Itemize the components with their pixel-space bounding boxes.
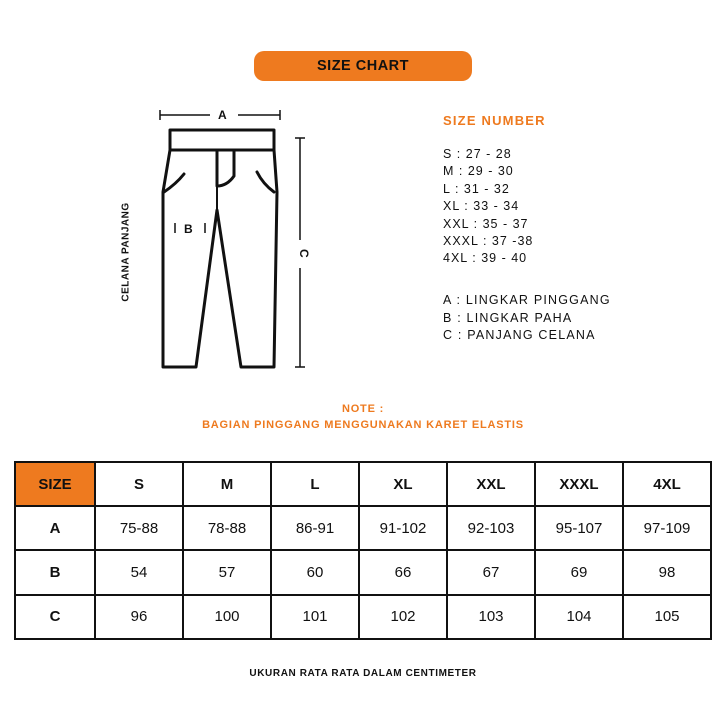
note-heading: NOTE : bbox=[341, 403, 385, 415]
size-chart-title: SIZE CHART bbox=[254, 51, 472, 81]
table-row-label: C bbox=[15, 595, 95, 639]
table-row-label: A bbox=[15, 506, 95, 550]
dimension-c-label: C bbox=[297, 249, 311, 258]
table-cell: 101 bbox=[271, 595, 359, 639]
size-number-item: L : 31 - 32 bbox=[443, 181, 510, 196]
table-column-header: XL bbox=[359, 462, 447, 506]
side-label-celana-panjang: CELANA PANJANG bbox=[120, 202, 132, 302]
table-cell: 67 bbox=[447, 550, 535, 594]
table-cell: 100 bbox=[183, 595, 271, 639]
table-row bbox=[15, 506, 711, 550]
table-cell: 102 bbox=[359, 595, 447, 639]
table-row-label: B bbox=[15, 550, 95, 594]
table-column-header: M bbox=[183, 462, 271, 506]
table-cell: 57 bbox=[183, 550, 271, 594]
table-cell: 78-88 bbox=[183, 506, 271, 550]
size-number-item: XL : 33 - 34 bbox=[443, 199, 520, 214]
measurement-legend bbox=[443, 292, 611, 345]
table-cell: 104 bbox=[535, 595, 623, 639]
table-corner-header: SIZE bbox=[15, 462, 95, 506]
pants-waistband bbox=[170, 130, 274, 150]
dimension-b-label: B bbox=[184, 222, 193, 236]
table-column-header: S bbox=[95, 462, 183, 506]
table-cell: 105 bbox=[623, 595, 711, 639]
size-number-item: XXXL : 37 -38 bbox=[443, 234, 534, 249]
size-number-title: SIZE NUMBER bbox=[443, 113, 546, 128]
footer-note: UKURAN RATA RATA DALAM CENTIMETER bbox=[249, 668, 477, 679]
table-column-header: 4XL bbox=[623, 462, 711, 506]
legend-item-c: C : PANJANG CELANA bbox=[443, 328, 596, 342]
table-cell: 96 bbox=[95, 595, 183, 639]
table-column-header: XXXL bbox=[535, 462, 623, 506]
table-cell: 97-109 bbox=[623, 506, 711, 550]
size-number-item: 4XL : 39 - 40 bbox=[443, 251, 528, 266]
size-table bbox=[14, 461, 712, 640]
table-row bbox=[15, 550, 711, 594]
table-cell: 103 bbox=[447, 595, 535, 639]
table-cell: 91-102 bbox=[359, 506, 447, 550]
table-cell: 95-107 bbox=[535, 506, 623, 550]
size-number-list bbox=[443, 146, 533, 268]
table-column-header: XXL bbox=[447, 462, 535, 506]
legend-item-b: B : LINGKAR PAHA bbox=[443, 310, 573, 325]
legend-item-a: A : LINGKAR PINGGANG bbox=[443, 293, 611, 307]
table-cell: 92-103 bbox=[447, 506, 535, 550]
pants-fly bbox=[217, 150, 234, 186]
pants-right-pocket bbox=[257, 172, 274, 192]
table-header-row bbox=[15, 462, 711, 506]
table-cell: 66 bbox=[359, 550, 447, 594]
size-number-item: M : 29 - 30 bbox=[443, 164, 514, 179]
table-cell: 69 bbox=[535, 550, 623, 594]
table-cell: 86-91 bbox=[271, 506, 359, 550]
table-cell: 54 bbox=[95, 550, 183, 594]
table-cell: 60 bbox=[271, 550, 359, 594]
table-cell: 75-88 bbox=[95, 506, 183, 550]
dimension-a-label: A bbox=[218, 108, 227, 122]
note-text: BAGIAN PINGGANG MENGGUNAKAN KARET ELASTIS bbox=[202, 419, 524, 431]
table-cell: 98 bbox=[623, 550, 711, 594]
pants-outline bbox=[163, 150, 277, 367]
pants-diagram bbox=[120, 100, 340, 380]
size-number-item: S : 27 - 28 bbox=[443, 147, 512, 161]
table-row bbox=[15, 595, 711, 639]
table-column-header: L bbox=[271, 462, 359, 506]
size-number-item: XXL : 35 - 37 bbox=[443, 216, 529, 231]
